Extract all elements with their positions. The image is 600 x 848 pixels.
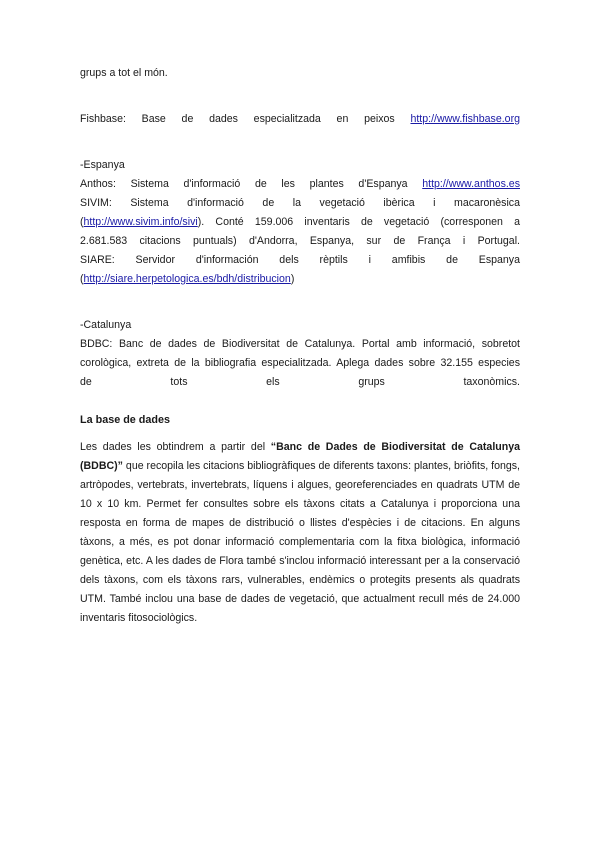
siare-open-paren: ( [80,273,84,285]
anthos-text: Anthos: Sistema d'informació de les plantes d'Espanya [80,178,408,190]
siare-link[interactable]: http://siare.herpetologica.es/bdh/distribucion [83,273,291,285]
sivim-open-paren: ( [80,216,84,228]
siare-line-2 [80,270,520,289]
sivim-link[interactable]: http://www.sivim.info/sivi [83,216,198,228]
fishbase-link[interactable]: http://www.fishbase.org [410,113,520,125]
espanya-header: -Espanya [80,159,125,171]
bdbc-bold-title: “Banc de Dades de Biodiversitat de Catalunya (BDBC)” [80,441,520,472]
bdbc-line-1: BDBC: Banc de dades de Biodiversitat de Catalunya. Portal amb informació, sobretot [80,338,520,350]
base-de-dades-paragraph [80,438,520,628]
fishbase-entry [80,110,520,129]
paragraph-rest: que recopila les citacions bibliogràfiques de diferents taxons: plantes, briòfits, fongs, artròpodes, vertebrats, invertebrats, líquens i algues, georeferenciades en quadrats UTM de 10 x 10 km. Permet fer consultes sobre els tàxons citats a Catalunya i proporciona una resposta en forma de mapes de distribució o llistes d'espècies i de citacions. En alguns tàxons, a més, es pot donar informació complementaria com la fitxa biològica, informació genètica, etc. A les dades de Flora també s'inclou informació interessant per a la conservació dels tàxons, com els tàxons rars, vulnerables, endèmics o protegits presents als quadrats UTM. També inclou una base de dades de vegetació, que actualment recull més de 24.000 inventaris fitosociològics. [80,460,520,624]
anthos-link[interactable]: http://www.anthos.es [422,178,520,190]
intro-tail: grups a tot el món. [80,67,168,79]
sivim-rest: ). Conté 159.006 inventaris de vegetació (corresponen a [197,216,520,228]
document-page [80,64,520,628]
paragraph-start: Les dades les obtindrem a partir del [80,441,271,453]
sivim-line-3: 2.681.583 citacions puntuals) d'Andorra, Espanya, sur de França i Portugal. [80,235,520,247]
bdbc-line-3: de tots els grups taxonòmics. [80,376,520,388]
anthos-entry [80,175,520,194]
fishbase-text: Fishbase: Base de dades especialitzada en peixos [80,113,395,125]
catalunya-header: -Catalunya [80,319,132,331]
sivim-line-2 [80,213,520,232]
siare-line-1: SIARE: Servidor d'información dels rèptils i amfibis de Espanya [80,254,520,266]
siare-close-paren: ) [290,273,295,285]
sivim-line-1: SIVIM: Sistema d'informació de la vegetació ibèrica i macaronèsica [80,197,520,209]
section-heading: La base de dades [80,414,171,426]
bdbc-line-2: corològica, extreta de la bibliografia especialitzada. Aplega dades sobre 32.155 especies [80,357,520,369]
